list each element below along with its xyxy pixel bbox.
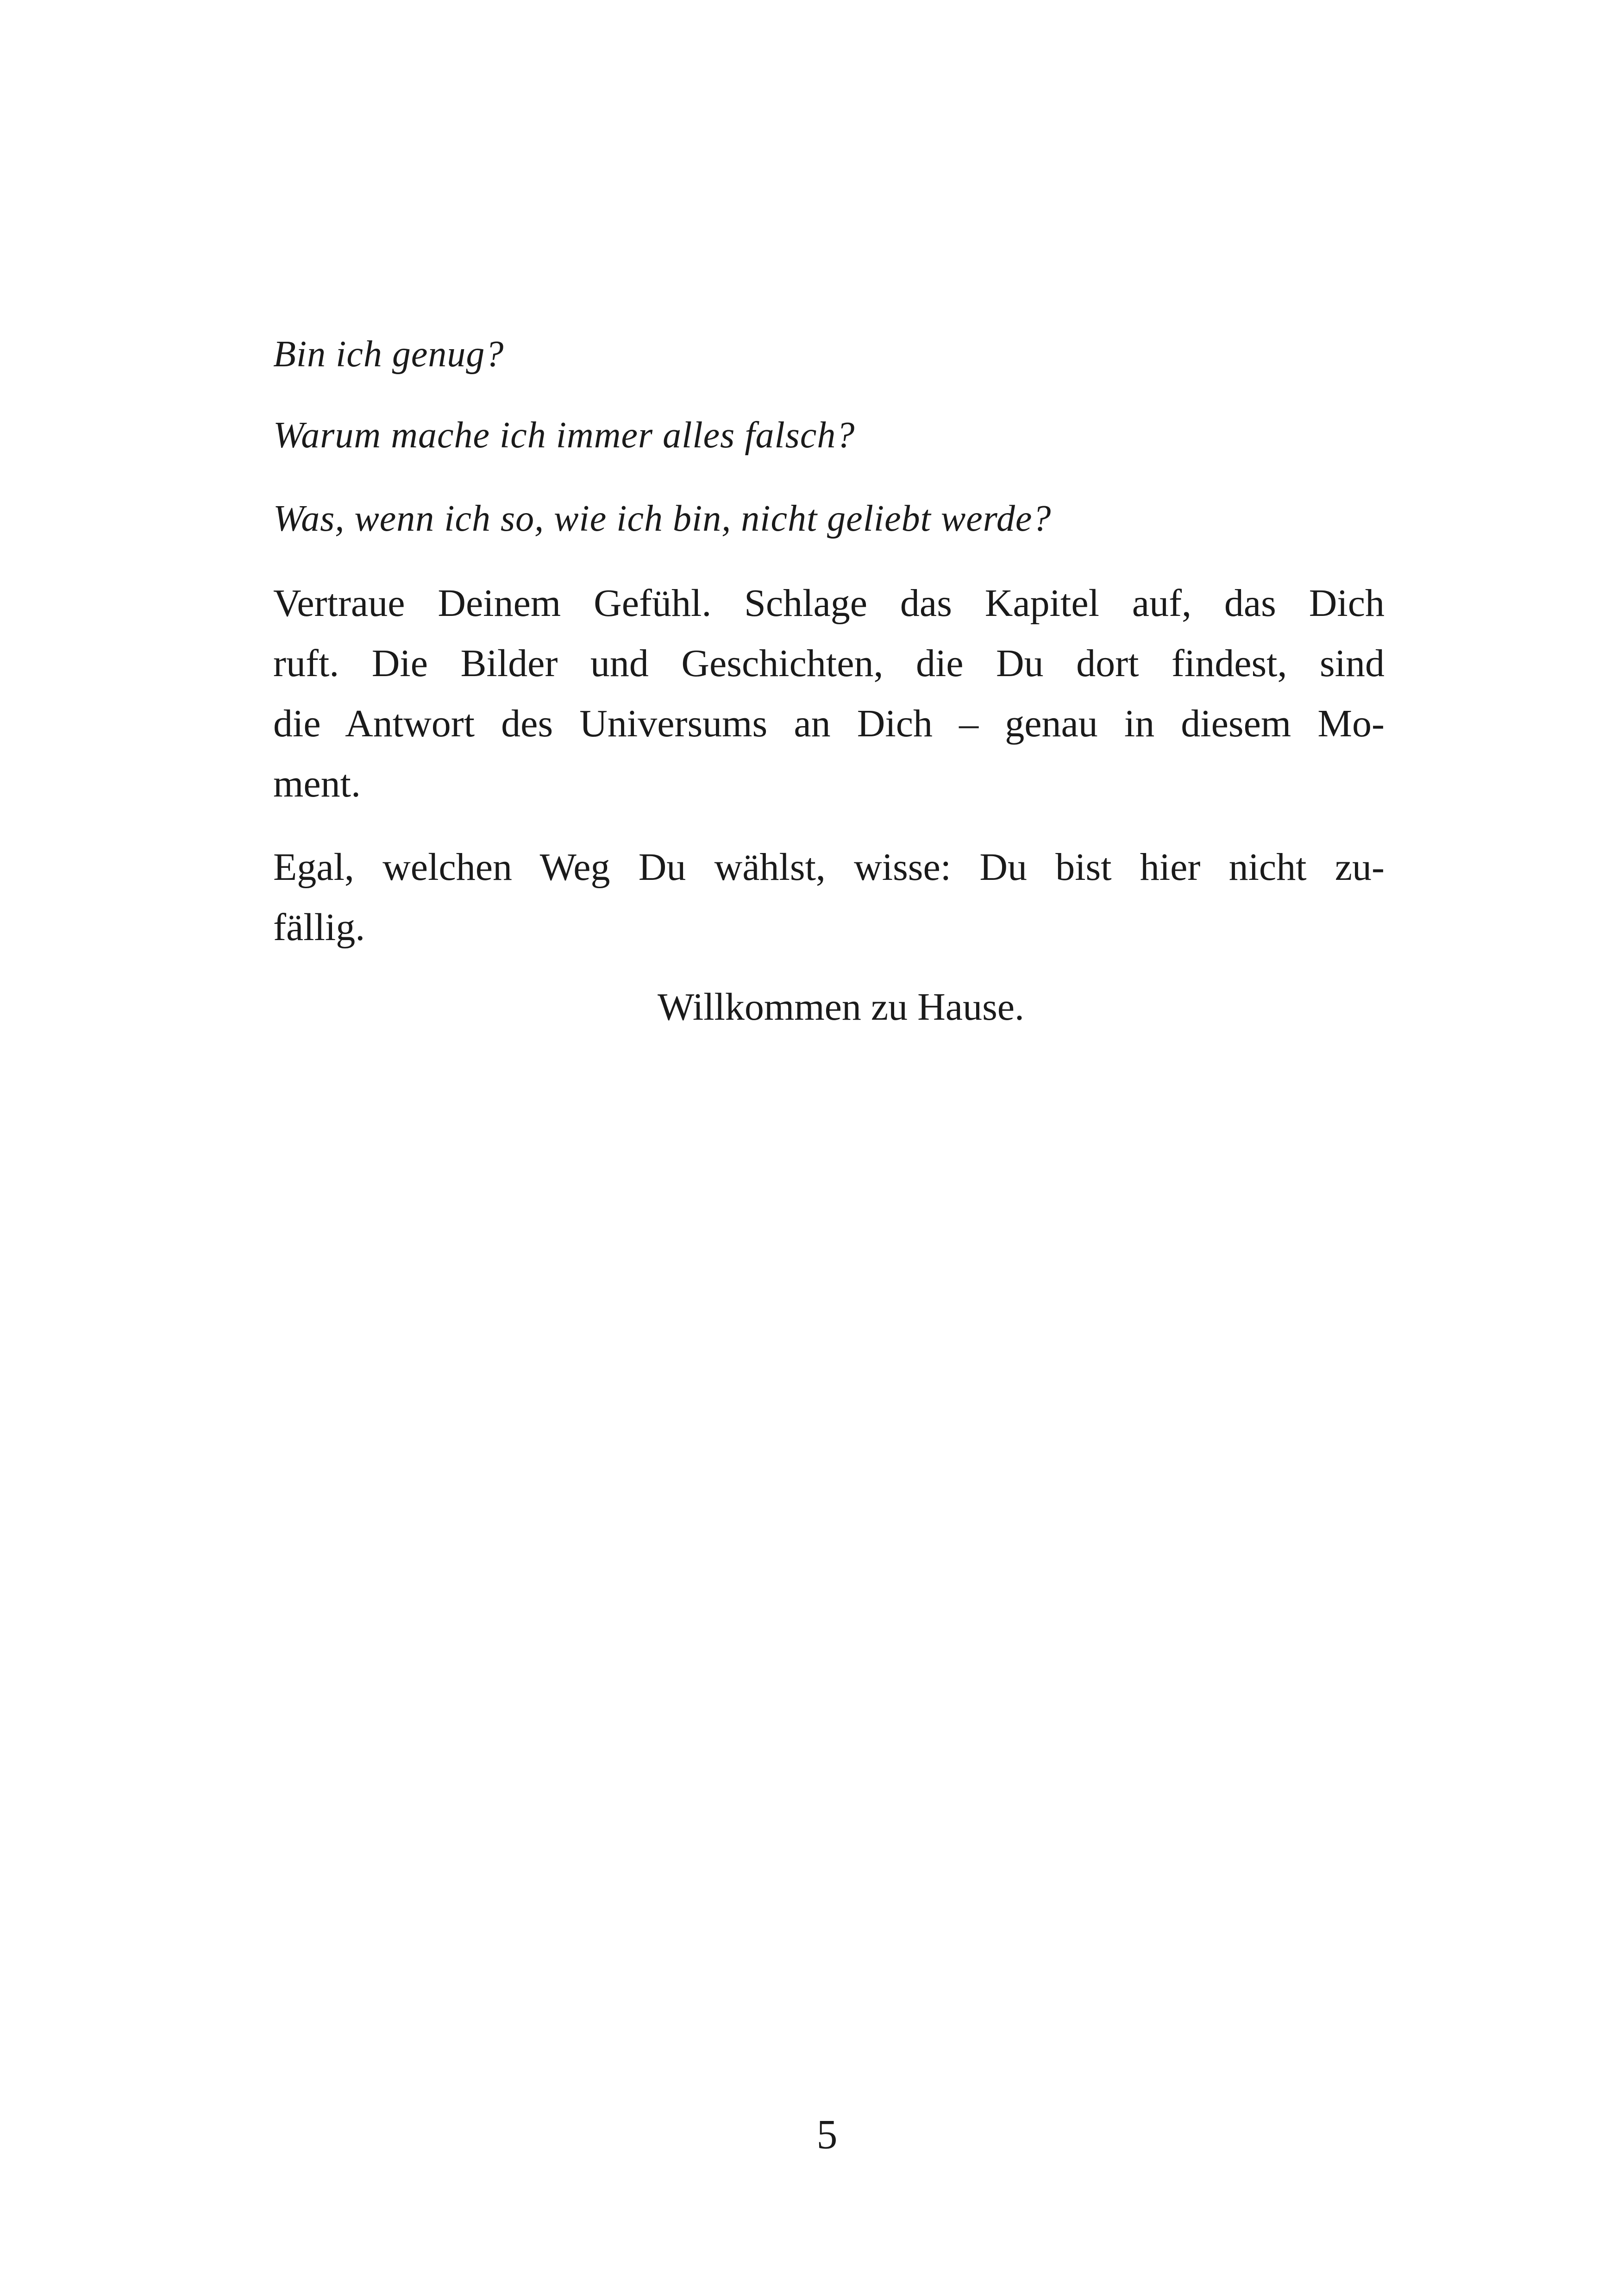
paragraph-line: fällig. — [273, 906, 365, 949]
paragraph-trust-feeling — [273, 573, 1385, 814]
closing-line: Willkommen zu Hause. — [657, 985, 1025, 1029]
paragraph-line: Egal, welchen Weg Du wählst, wisse: Du bist hier nicht zu- — [273, 846, 1385, 889]
paragraph-line: die Antwort des Universums an Dich – genau in diesem Mo- — [273, 702, 1385, 745]
paragraph-line: Vertraue Deinem Gefühl. Schlage das Kapitel auf, das Dich — [273, 582, 1385, 625]
page-number: 5 — [816, 2112, 838, 2158]
question-3: Was, wenn ich so, wie ich bin, nicht geliebt werde? — [273, 498, 1052, 539]
paragraph-not-by-chance — [273, 837, 1385, 958]
question-2: Warum mache ich immer alles falsch? — [273, 415, 855, 456]
paragraph-line: ment. — [273, 762, 361, 805]
paragraph-line: ruft. Die Bilder und Geschichten, die Du dort findest, sind — [273, 642, 1385, 685]
question-1: Bin ich genug? — [273, 334, 504, 375]
